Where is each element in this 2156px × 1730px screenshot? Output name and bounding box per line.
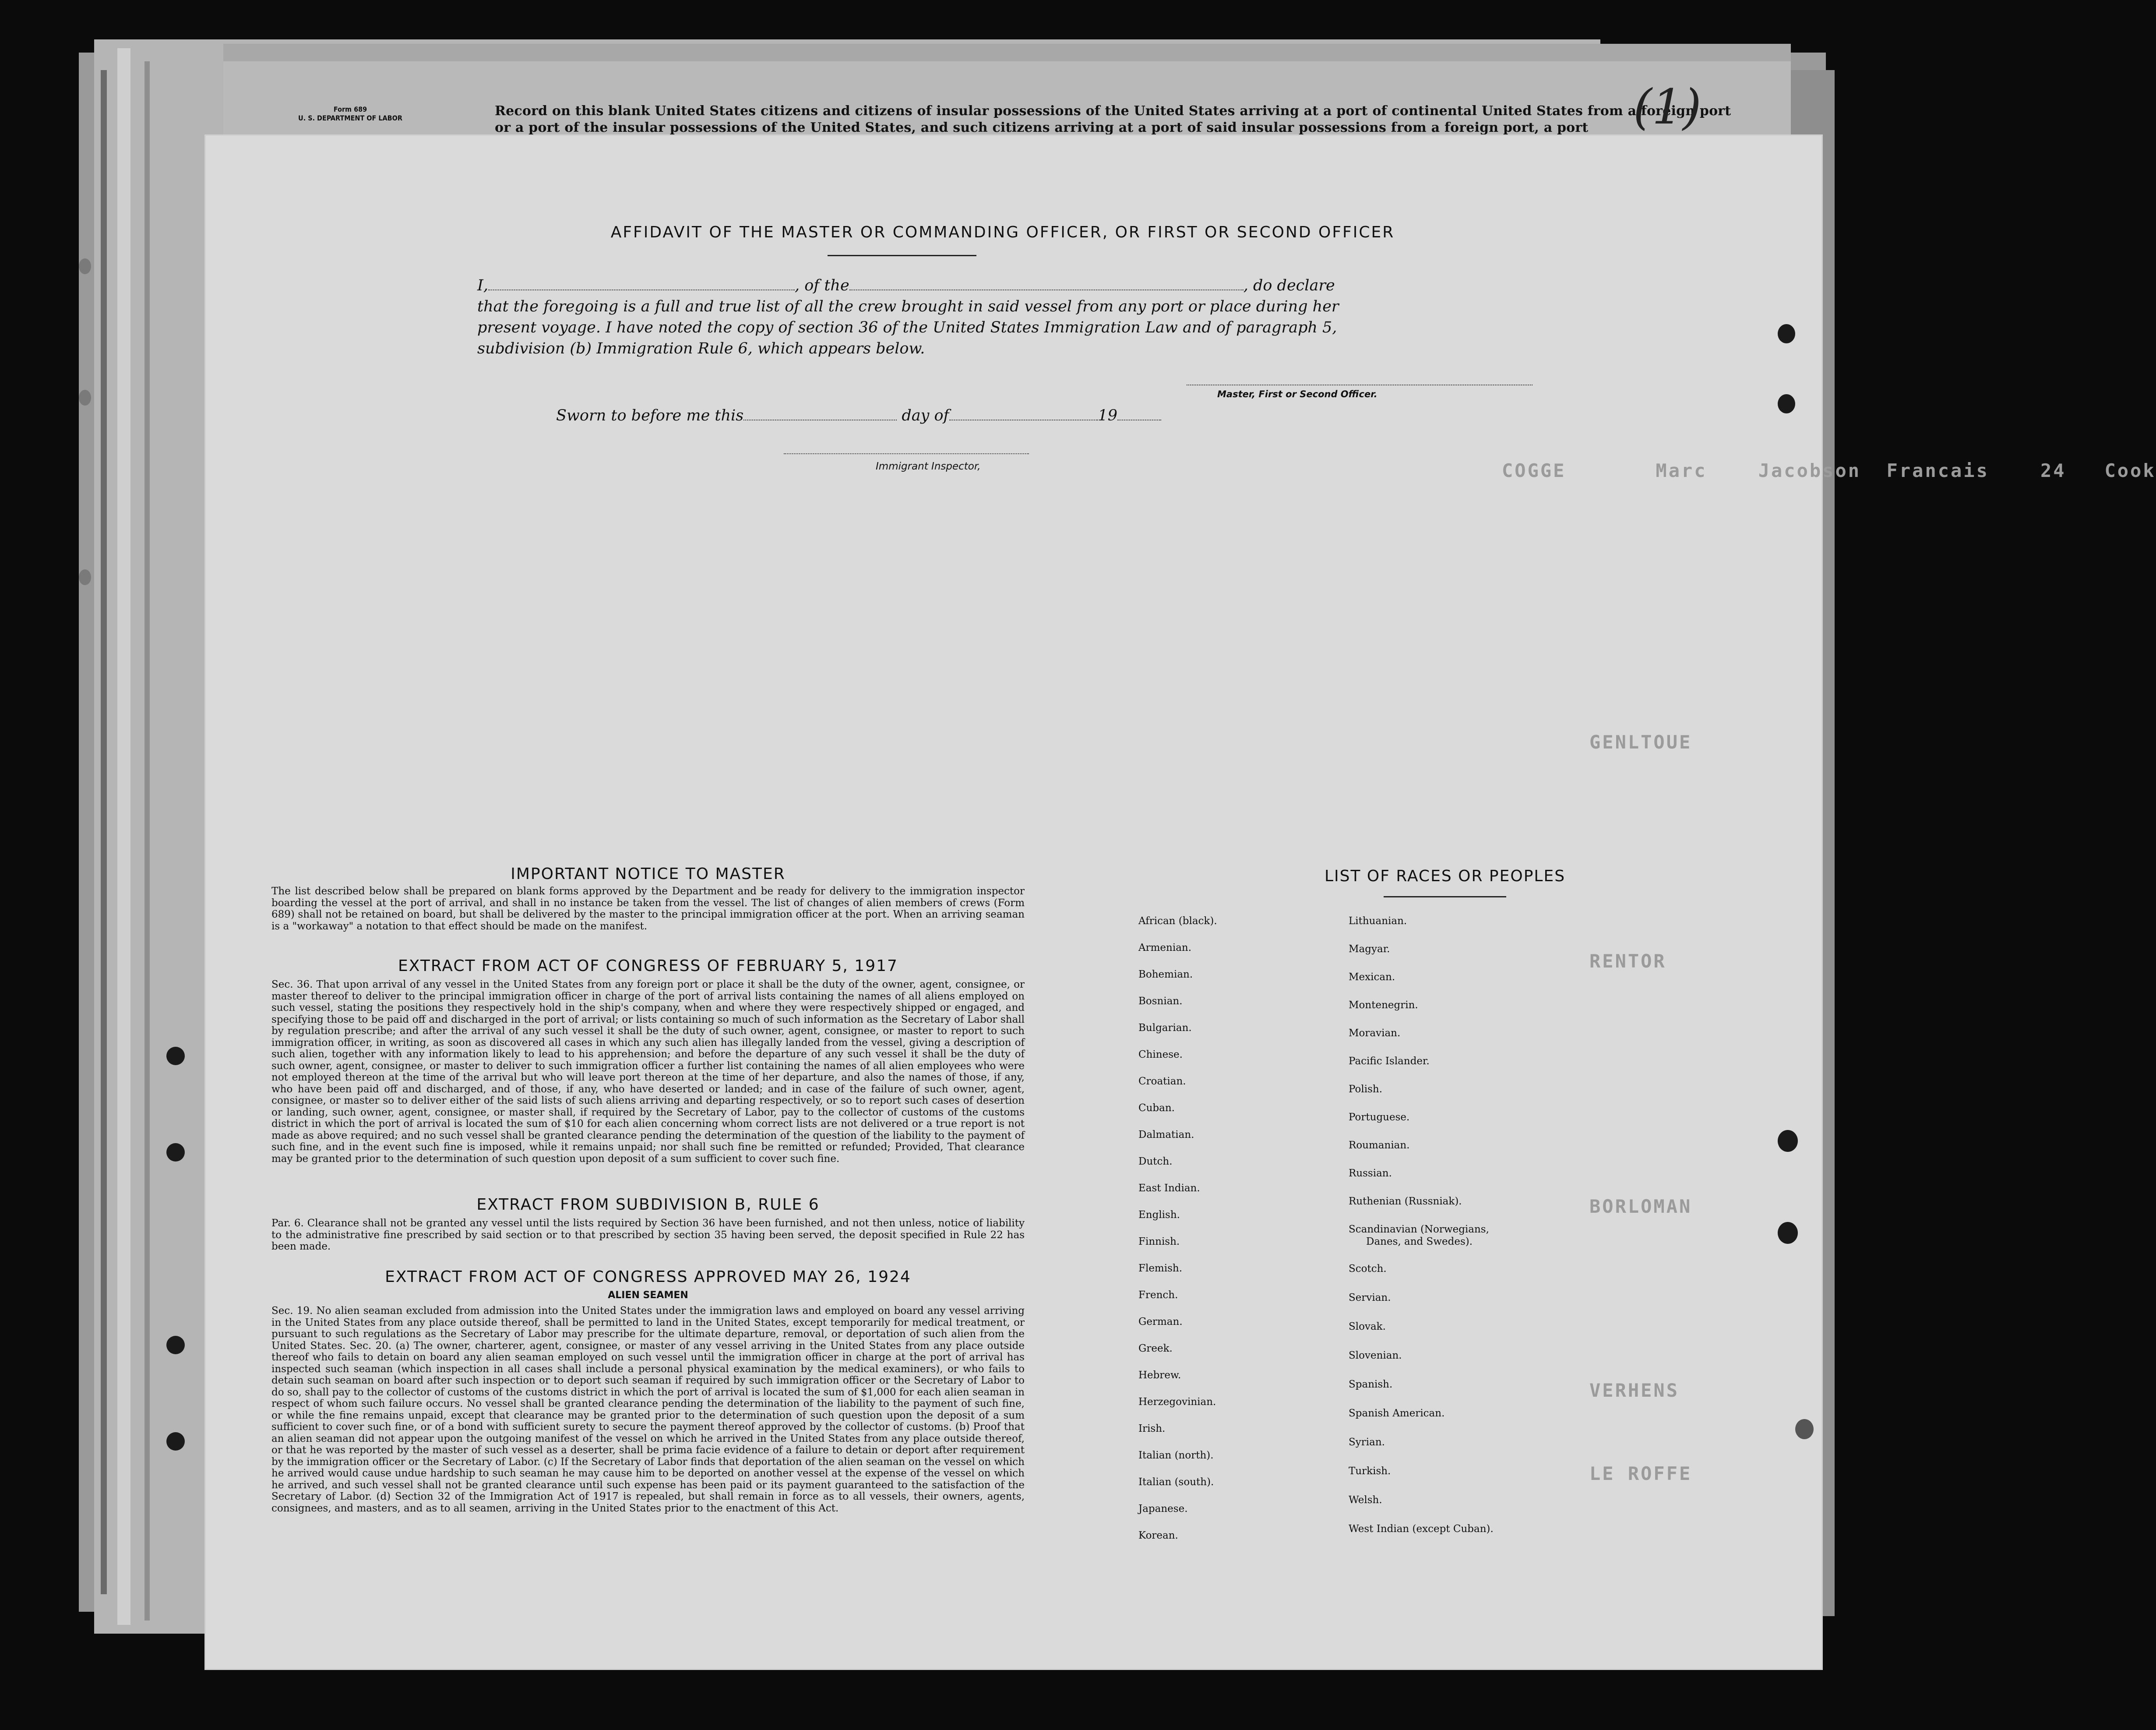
race-item: Mexican.	[1349, 971, 1395, 983]
extract-1924-subtitle: ALIEN SEAMEN	[608, 1290, 688, 1301]
page-edge	[117, 48, 130, 1625]
punch-hole	[1778, 1222, 1798, 1244]
race-item: Russian.	[1349, 1168, 1392, 1179]
department-label: U. S. DEPARTMENT OF LABOR	[298, 114, 402, 122]
punch-hole	[79, 258, 91, 274]
race-item: Portuguese.	[1349, 1112, 1410, 1123]
sworn-prefix: Sworn to before me this	[556, 407, 744, 424]
sworn-month-field[interactable]	[949, 406, 1098, 420]
do-declare-label: , do declare	[1243, 277, 1335, 294]
race-item: Japanese.	[1138, 1503, 1188, 1515]
race-item: Dutch.	[1138, 1156, 1173, 1167]
race-item: Bulgarian.	[1138, 1022, 1192, 1034]
race-item: Hebrew.	[1138, 1370, 1181, 1381]
title-underline	[828, 255, 976, 256]
affidavit-text	[477, 275, 1585, 359]
extract-1917-title: EXTRACT FROM ACT OF CONGRESS OF FEBRUARY 5, 1917	[398, 957, 898, 975]
race-item: Greek.	[1138, 1343, 1173, 1354]
bleed-through-text: RENTOR	[1589, 950, 1666, 972]
punch-hole	[166, 1143, 185, 1162]
punch-hole	[1795, 1419, 1814, 1439]
extract-1917-body: Sec. 36. That upon arrival of any vessel in the United States from any foreign port or place it shall be the duty of the owner, agent, consignee, or master thereof to deliver to the principal immigration officer in charge of the port of arrival lists containing the names of all aliens employed on such vessel, stating the positions they respectively hold in the ship's company, when and where they were respectively shipped or engaged, and specifying those to be paid off and discharged in the port of arrival; or lists containing so much of such information as the Secretary of Labor shall by regulation prescribe; and after the arrival of any such vessel it shall be the duty of such owner, agent, consignee, or master to report to such immigration officer, in writing, as soon as discovered all cases in which any such alien has illegally landed from the vessel, giving a description of such alien, together with any information likely to lead to his apprehension; and before the departure of any such vessel it shall be the duty of such owner, agent, consignee, or master to deliver to such immigration officer a further list containing the names of all alien employees who were not employed thereon at the time of the arrival but who will leave port thereon at the time of her departure, and also the names of those, if any, who have been paid off and discharged, and of those, if any, who have deserted or landed; and in case of the failure of such owner, agent, consignee, or master so to deliver either of the said lists of such aliens arriving and departing respectively, or so to report such cases of desertion or landing, such owner, agent, consignee, or master shall, if required by the Secretary of Labor, pay to the collector of customs of the customs district in which the port of arrival is located the sum of $10 for each alien concerning whom correct lists are not delivered or a true report is not made as above required; and no such vessel shall be granted clearance pending the determination of the question of the liability to the payment of such fine, and in the event such fine is imposed, while it remains unpaid; nor shall such fine be remitted or refunded; Provided, That clearance may be granted prior to the determination of such question upon deposit of a sum sufficient to cover such fine.	[271, 979, 1025, 1165]
affidavit-title: AFFIDAVIT OF THE MASTER OR COMMANDING OFFICER, OR FIRST OR SECOND OFFICER	[610, 223, 1395, 241]
race-item: Herzegovinian.	[1138, 1396, 1216, 1408]
inspector-label: Immigrant Inspector,	[876, 461, 981, 472]
race-item: Flemish.	[1138, 1263, 1183, 1274]
race-item: Chinese.	[1138, 1049, 1183, 1060]
bleed-through-text: VERHENS	[1589, 1380, 1680, 1401]
notice-body: The list described below shall be prepared on blank forms approved by the Department and be ready for delivery to the immigration inspector boarding the vessel at the port of arrival, and shall in no instance be taken from the vessel. The list of changes of alien members of crews (Form 689) shall not be retained on board, but shall be delivered by the master to the principal immigration officer at the port. When an arriving seaman is a "workaway" a notation to that effect should be made on the manifest.	[271, 886, 1025, 932]
punch-hole	[1778, 1130, 1798, 1152]
race-item: Irish.	[1138, 1423, 1166, 1434]
races-title: LIST OF RACES OR PEOPLES	[1324, 867, 1566, 885]
year-label: 19	[1098, 407, 1118, 424]
race-item: Moravian.	[1349, 1027, 1401, 1039]
race-item: Servian.	[1349, 1292, 1391, 1303]
affidavit-line-2: that the foregoing is a full and true list of all the crew brought in said vessel from any port or place during her	[477, 298, 1339, 315]
race-item: Turkish.	[1349, 1465, 1391, 1477]
punch-hole	[166, 1047, 185, 1065]
race-item: Bosnian.	[1138, 996, 1183, 1007]
punch-hole	[1778, 394, 1795, 413]
race-item: Italian (south).	[1138, 1476, 1214, 1488]
declarant-prefix: I,	[477, 277, 488, 294]
race-item: Roumanian.	[1349, 1140, 1410, 1151]
affidavit-line-3: present voyage. I have noted the copy of section 36 of the United States Immigration Law and of paragraph 5,	[477, 319, 1337, 336]
race-item: Slovak.	[1349, 1321, 1386, 1332]
bleed-through-text: LE ROFFE	[1589, 1463, 1692, 1484]
race-item: Welsh.	[1349, 1494, 1382, 1506]
race-item: German.	[1138, 1316, 1183, 1328]
race-item-continued: Danes, and Swedes).	[1366, 1236, 1473, 1247]
extract-1924-title: EXTRACT FROM ACT OF CONGRESS APPROVED MAY 26, 1924	[385, 1268, 911, 1286]
extract-rule6-body: Par. 6. Clearance shall not be granted any vessel until the lists required by Section 36 have been furnished, and not then unless, notice of liability to the administrative fine prescribed by said section or to that prescribed by section 35 having been served, the deposit specified in Rule 22 has been made.	[271, 1218, 1025, 1252]
bleed-through-text: GENLTOUE	[1589, 731, 1692, 753]
race-item: Scandinavian (Norwegians,	[1349, 1224, 1489, 1235]
race-item: Ruthenian (Russniak).	[1349, 1196, 1462, 1207]
punch-hole	[166, 1336, 185, 1354]
day-of-label: day of	[902, 407, 949, 424]
form-number: Form 689	[333, 105, 367, 113]
race-item: Dalmatian.	[1138, 1129, 1194, 1140]
race-item: French.	[1138, 1289, 1178, 1301]
header-notice: Record on this blank United States citizens and citizens of insular possessions of the United States arriving at a port of continental United States from a foreign port or a port of the insular possessions of the United States, and such citizens arriving at a port of said insular possessions from a foreign port, a port	[495, 103, 1731, 135]
race-item: Armenian.	[1138, 942, 1192, 953]
sworn-year-field[interactable]	[1117, 406, 1161, 420]
race-item: Lithuanian.	[1349, 915, 1407, 927]
race-item: Syrian.	[1349, 1437, 1385, 1448]
page-number: (1)	[1633, 79, 1702, 135]
punch-hole	[166, 1432, 185, 1451]
race-item: West Indian (except Cuban).	[1349, 1523, 1494, 1535]
punch-hole	[1778, 324, 1795, 343]
extract-rule6-title: EXTRACT FROM SUBDIVISION B, RULE 6	[476, 1196, 820, 1214]
races-title-underline	[1384, 896, 1506, 897]
declarant-name-field[interactable]	[488, 276, 795, 290]
race-item: Italian (north).	[1138, 1450, 1214, 1461]
page-edge	[101, 70, 107, 1594]
race-item: Croatian.	[1138, 1076, 1186, 1087]
of-the-label: , of the	[794, 277, 849, 294]
race-item: Scotch.	[1349, 1263, 1387, 1275]
affidavit-line-4: subdivision (b) Immigration Rule 6, which appears below.	[477, 340, 925, 357]
bleed-through-text: BORLOMAN	[1589, 1196, 1692, 1217]
race-item: Montenegrin.	[1349, 999, 1418, 1011]
race-item: Cuban.	[1138, 1102, 1175, 1114]
affidavit-page	[206, 136, 2156, 1669]
vessel-name-field[interactable]	[849, 276, 1244, 290]
extract-1924-body: Sec. 19. No alien seaman excluded from admission into the United States under the immigration laws and employed on board any vessel arriving in the United States from any place outside thereof, shall be permitted to land in the United States, except temporarily for medical treatment, or pursuant to such regulations as the Secretary of Labor may prescribe for the ultimate departure, removal, or deportation of such alien from the United States. Sec. 20. (a) The owner, charterer, agent, consignee, or master of any vessel arriving in the United States from any place outside thereof who fails to detain on board any alien seaman employed on such vessel until the immigration officer in charge at the port of arrival has inspected such seaman (which inspection in all cases shall include a personal physical examination by the medical examiners), or who fails to detain such seaman on board after such inspection or to deport such seaman if required by such immigration officer or the Secretary of Labor to do so, shall pay to the collector of customs of the customs district in which the port of arrival is located the sum of $1,000 for each alien seaman in respect of whom such failure occurs. No vessel shall be granted clearance pending the determination of the liability to the payment of such fine, or while the fine remains unpaid, except that clearance may be granted prior to the determination of such question upon the deposit of a sum sufficient to cover such fine, or of a bond with sufficient surety to secure the payment thereof approved by the collector of customs. (b) Proof that an alien seaman did not appear upon the outgoing manifest of the vessel on which he arrived in the United States from any place outside thereof, or that he was reported by the master of such vessel as a deserter, shall be prima facie evidence of a failure to detain or deport after requirement by the immigration officer or the Secretary of Labor. (c) If the Secretary of Labor finds that deportation of the alien seaman on the vessel on which he arrived would cause undue hardship to such seaman he may cause him to be deported on another vessel at the expense of the vessel on which he arrived, and such vessel shall not be granted clearance until such expense has been paid or its payment guaranteed to the satisfaction of the Secretary of Labor. (d) Section 32 of the Immigration Act of 1917 is repealed, but shall remain in force as to all vessels, their owners, agents, consignees, and masters, and as to all seamen, arriving in the United States prior to the enactment of this Act.	[271, 1305, 1025, 1514]
race-item: Finnish.	[1138, 1236, 1180, 1247]
bleed-through-text: COGGE Marc Jacobson Francais 24 Cook	[1502, 460, 2156, 481]
race-item: Polish.	[1349, 1084, 1383, 1095]
signature-label: Master, First or Second Officer.	[1217, 389, 1377, 399]
race-item: Spanish American.	[1349, 1408, 1445, 1419]
race-item: Pacific Islander.	[1349, 1056, 1430, 1067]
form-number-block	[271, 105, 429, 123]
inspector-signature-line[interactable]	[784, 453, 1029, 454]
race-item: Magyar.	[1349, 943, 1390, 955]
race-item: East Indian.	[1138, 1183, 1200, 1194]
race-item: Spanish.	[1349, 1379, 1393, 1390]
race-item: African (black).	[1138, 915, 1217, 927]
race-item: Slovenian.	[1349, 1350, 1402, 1361]
race-item: English.	[1138, 1209, 1180, 1221]
affidavit-line-1	[477, 275, 1585, 296]
punch-hole	[79, 390, 91, 406]
sworn-day-field[interactable]	[743, 406, 897, 420]
sworn-line	[556, 406, 1161, 424]
race-item: Korean.	[1138, 1530, 1178, 1541]
notice-title: IMPORTANT NOTICE TO MASTER	[511, 865, 786, 883]
punch-hole	[79, 569, 91, 585]
page-edge	[144, 61, 150, 1621]
race-item: Bohemian.	[1138, 969, 1193, 980]
